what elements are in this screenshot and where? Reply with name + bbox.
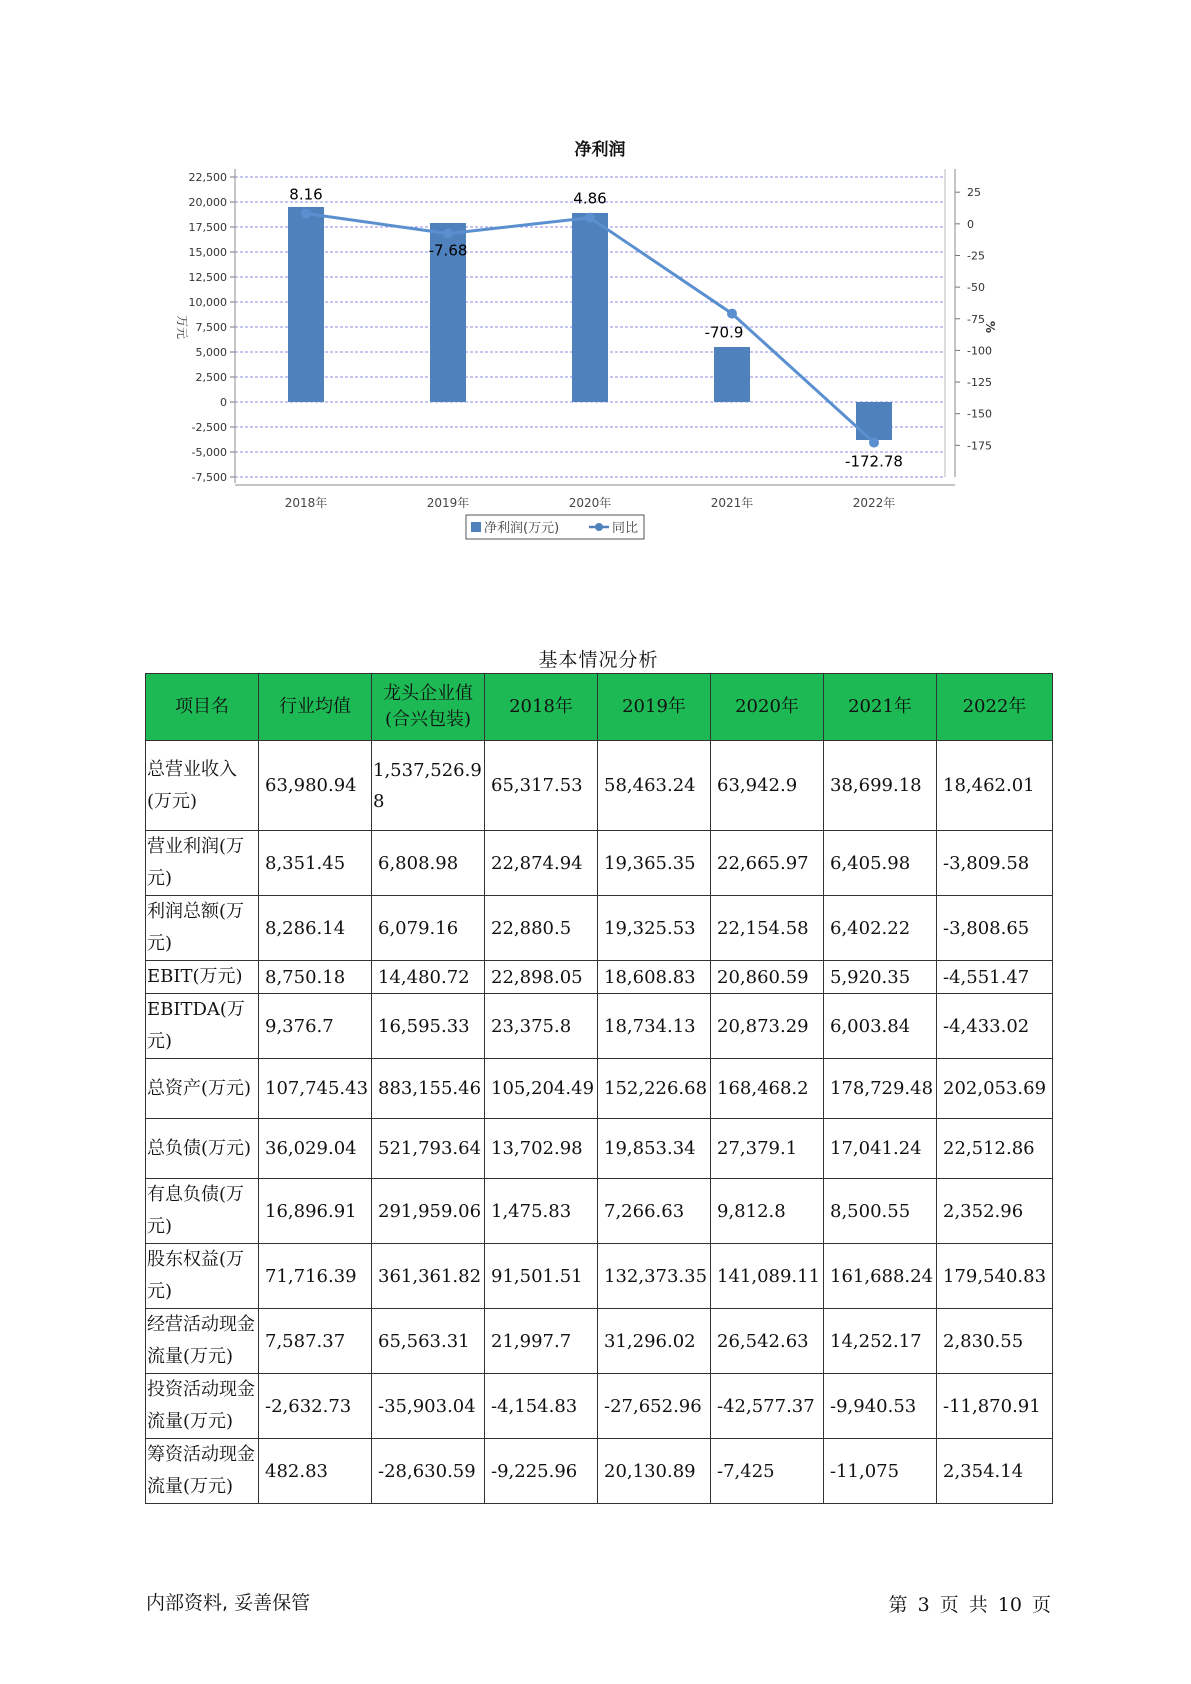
y2-tick-label: -150 (967, 407, 992, 421)
y-tick-label: 12,500 (188, 271, 227, 284)
table-row (146, 896, 1053, 961)
value-cell: -11,870.91 (937, 1374, 1053, 1439)
header-cell: 2020年 (711, 674, 824, 741)
y-tick-label: 17,500 (188, 221, 227, 234)
y-tick-label: -2,500 (191, 421, 227, 434)
value-cell: 19,365.35 (598, 831, 711, 896)
value-cell: 291,959.06 (372, 1179, 485, 1244)
value-cell: 18,734.13 (598, 994, 711, 1059)
yoy-point (727, 309, 737, 319)
value-cell: 17,041.24 (824, 1119, 937, 1179)
value-cell: 8,750.18 (259, 961, 372, 994)
value-cell: 22,665.97 (711, 831, 824, 896)
value-cell: 1,537,526.98 (372, 741, 485, 831)
value-cell: 2,352.96 (937, 1179, 1053, 1244)
value-cell: 65,563.31 (372, 1309, 485, 1374)
value-cell: -27,652.96 (598, 1374, 711, 1439)
value-cell: 31,296.02 (598, 1309, 711, 1374)
value-cell: 9,376.7 (259, 994, 372, 1059)
value-cell: 65,317.53 (485, 741, 598, 831)
y-tick-label: -5,000 (191, 446, 227, 459)
footer-page-number: 第 3 页 共 10 页 (888, 1594, 1051, 1616)
value-cell: 6,003.84 (824, 994, 937, 1059)
yoy-point (869, 438, 879, 448)
yoy-data-label: -172.78 (845, 452, 903, 471)
value-cell: 14,252.17 (824, 1309, 937, 1374)
value-cell: 20,873.29 (711, 994, 824, 1059)
value-cell: -11,075 (824, 1439, 937, 1504)
value-cell: 22,874.94 (485, 831, 598, 896)
row-label-cell: 股东权益(万元) (146, 1244, 259, 1309)
table-header-row (146, 674, 1053, 741)
value-cell: 179,540.83 (937, 1244, 1053, 1309)
value-cell: 26,542.63 (711, 1309, 824, 1374)
value-cell: -3,809.58 (937, 831, 1053, 896)
value-cell: 22,512.86 (937, 1119, 1053, 1179)
bar (856, 402, 892, 440)
value-cell: 6,808.98 (372, 831, 485, 896)
yoy-data-label: -7.68 (428, 241, 468, 260)
value-cell: -4,433.02 (937, 994, 1053, 1059)
table-row (146, 1244, 1053, 1309)
yoy-point (585, 213, 595, 223)
header-cell: 2019年 (598, 674, 711, 741)
row-label-cell: EBITDA(万元) (146, 994, 259, 1059)
legend-bar-label: 净利润(万元) (484, 521, 560, 536)
value-cell: 202,053.69 (937, 1059, 1053, 1119)
y-tick-label: 20,000 (188, 196, 227, 209)
legend-line-marker (595, 523, 603, 531)
value-cell: 107,745.43 (259, 1059, 372, 1119)
row-label-cell: 总营业收入(万元) (146, 741, 259, 831)
y-tick-label: 2,500 (195, 371, 227, 384)
value-cell: 8,286.14 (259, 896, 372, 961)
value-cell: 22,154.58 (711, 896, 824, 961)
row-label-cell: 总负债(万元) (146, 1119, 259, 1179)
x-tick-label: 2020年 (568, 496, 612, 510)
value-cell: 71,716.39 (259, 1244, 372, 1309)
bar (714, 347, 750, 402)
table-row (146, 961, 1053, 994)
value-cell: -2,632.73 (259, 1374, 372, 1439)
legend-bar-swatch (471, 522, 481, 532)
value-cell: 63,980.94 (259, 741, 372, 831)
yoy-point (443, 229, 453, 239)
y2-tick-label: -25 (967, 249, 985, 263)
header-cell: 行业均值 (259, 674, 372, 741)
row-label-cell: 有息负债(万元) (146, 1179, 259, 1244)
footer-confidential-note: 内部资料, 妥善保管 (146, 1592, 311, 1614)
value-cell: 16,896.91 (259, 1179, 372, 1244)
table-row (146, 1179, 1053, 1244)
basic-analysis-table (145, 673, 1053, 1504)
value-cell: 20,860.59 (711, 961, 824, 994)
net-profit-chart (150, 135, 1050, 595)
value-cell: 161,688.24 (824, 1244, 937, 1309)
value-cell: -4,551.47 (937, 961, 1053, 994)
value-cell: -35,903.04 (372, 1374, 485, 1439)
value-cell: 27,379.1 (711, 1119, 824, 1179)
legend-line-label: 同比 (612, 521, 639, 536)
y2-tick-label: -100 (967, 344, 992, 358)
row-label-cell: 经营活动现金流量(万元) (146, 1309, 259, 1374)
value-cell: 6,402.22 (824, 896, 937, 961)
value-cell: 8,351.45 (259, 831, 372, 896)
value-cell: 482.83 (259, 1439, 372, 1504)
value-cell: 361,361.82 (372, 1244, 485, 1309)
value-cell: -42,577.37 (711, 1374, 824, 1439)
header-cell: 2018年 (485, 674, 598, 741)
value-cell: 521,793.64 (372, 1119, 485, 1179)
value-cell: 2,354.14 (937, 1439, 1053, 1504)
value-cell: 105,204.49 (485, 1059, 598, 1119)
row-label-cell: 筹资活动现金流量(万元) (146, 1439, 259, 1504)
yoy-data-label: 8.16 (289, 185, 323, 204)
x-tick-label: 2018年 (284, 496, 328, 510)
value-cell: 38,699.18 (824, 741, 937, 831)
table-row (146, 994, 1053, 1059)
row-label-cell: 投资活动现金流量(万元) (146, 1374, 259, 1439)
table-row (146, 741, 1053, 831)
value-cell: 132,373.35 (598, 1244, 711, 1309)
y-tick-label: 5,000 (195, 346, 227, 359)
table-row (146, 1439, 1053, 1504)
value-cell: 58,463.24 (598, 741, 711, 831)
bar (288, 207, 324, 402)
value-cell: 13,702.98 (485, 1119, 598, 1179)
header-cell: 2021年 (824, 674, 937, 741)
value-cell: 1,475.83 (485, 1179, 598, 1244)
y-tick-label: 7,500 (195, 321, 227, 334)
y2-axis-label: % (983, 320, 997, 334)
value-cell: -7,425 (711, 1439, 824, 1504)
value-cell: -9,940.53 (824, 1374, 937, 1439)
yoy-data-label: -70.9 (704, 323, 744, 342)
y2-tick-label: -75 (967, 312, 985, 326)
x-tick-label: 2021年 (710, 496, 754, 510)
value-cell: 20,130.89 (598, 1439, 711, 1504)
value-cell: 23,375.8 (485, 994, 598, 1059)
y-tick-label: 22,500 (188, 171, 227, 184)
y-tick-label: 15,000 (188, 246, 227, 259)
value-cell: 19,853.34 (598, 1119, 711, 1179)
row-label-cell: 营业利润(万元) (146, 831, 259, 896)
value-cell: 152,226.68 (598, 1059, 711, 1119)
x-tick-label: 2019年 (426, 496, 470, 510)
row-label-cell: 总资产(万元) (146, 1059, 259, 1119)
value-cell: 8,500.55 (824, 1179, 937, 1244)
value-cell: 36,029.04 (259, 1119, 372, 1179)
value-cell: 22,898.05 (485, 961, 598, 994)
table-row (146, 1119, 1053, 1179)
value-cell: 883,155.46 (372, 1059, 485, 1119)
y-tick-label: -7,500 (191, 471, 227, 484)
chart-title: 净利润 (574, 140, 626, 160)
value-cell: 9,812.8 (711, 1179, 824, 1244)
value-cell: 22,880.5 (485, 896, 598, 961)
value-cell: 18,608.83 (598, 961, 711, 994)
y2-tick-label: -125 (967, 376, 992, 390)
value-cell: 141,089.11 (711, 1244, 824, 1309)
row-label-cell: EBIT(万元) (146, 961, 259, 994)
y2-tick-label: 25 (967, 186, 981, 200)
table-row (146, 1309, 1053, 1374)
y2-tick-label: 0 (967, 217, 974, 231)
row-label-cell: 利润总额(万元) (146, 896, 259, 961)
y2-tick-label: -175 (967, 439, 992, 453)
value-cell: 14,480.72 (372, 961, 485, 994)
value-cell: 63,942.9 (711, 741, 824, 831)
yoy-point (301, 209, 311, 219)
header-cell: 2022年 (937, 674, 1053, 741)
bar (572, 213, 608, 402)
yoy-data-label: 4.86 (573, 189, 607, 208)
value-cell: 7,266.63 (598, 1179, 711, 1244)
y-axis-label: 万元 (175, 314, 189, 340)
y-tick-label: 10,000 (188, 296, 227, 309)
table-row (146, 1374, 1053, 1439)
value-cell: 178,729.48 (824, 1059, 937, 1119)
table-caption: 基本情况分析 (538, 649, 659, 671)
value-cell: 168,468.2 (711, 1059, 824, 1119)
value-cell: -4,154.83 (485, 1374, 598, 1439)
value-cell: 19,325.53 (598, 896, 711, 961)
header-cell: 龙头企业值(合兴包装) (372, 674, 485, 741)
value-cell: -28,630.59 (372, 1439, 485, 1504)
value-cell: 6,079.16 (372, 896, 485, 961)
value-cell: 91,501.51 (485, 1244, 598, 1309)
y2-tick-label: -50 (967, 281, 985, 295)
x-tick-label: 2022年 (852, 496, 896, 510)
value-cell: 7,587.37 (259, 1309, 372, 1374)
value-cell: 18,462.01 (937, 741, 1053, 831)
header-cell: 项目名 (146, 674, 259, 741)
value-cell: 21,997.7 (485, 1309, 598, 1374)
table-row (146, 831, 1053, 896)
value-cell: -3,808.65 (937, 896, 1053, 961)
value-cell: 16,595.33 (372, 994, 485, 1059)
value-cell: -9,225.96 (485, 1439, 598, 1504)
table-row (146, 1059, 1053, 1119)
value-cell: 5,920.35 (824, 961, 937, 994)
value-cell: 2,830.55 (937, 1309, 1053, 1374)
y-tick-label: 0 (220, 396, 227, 409)
value-cell: 6,405.98 (824, 831, 937, 896)
